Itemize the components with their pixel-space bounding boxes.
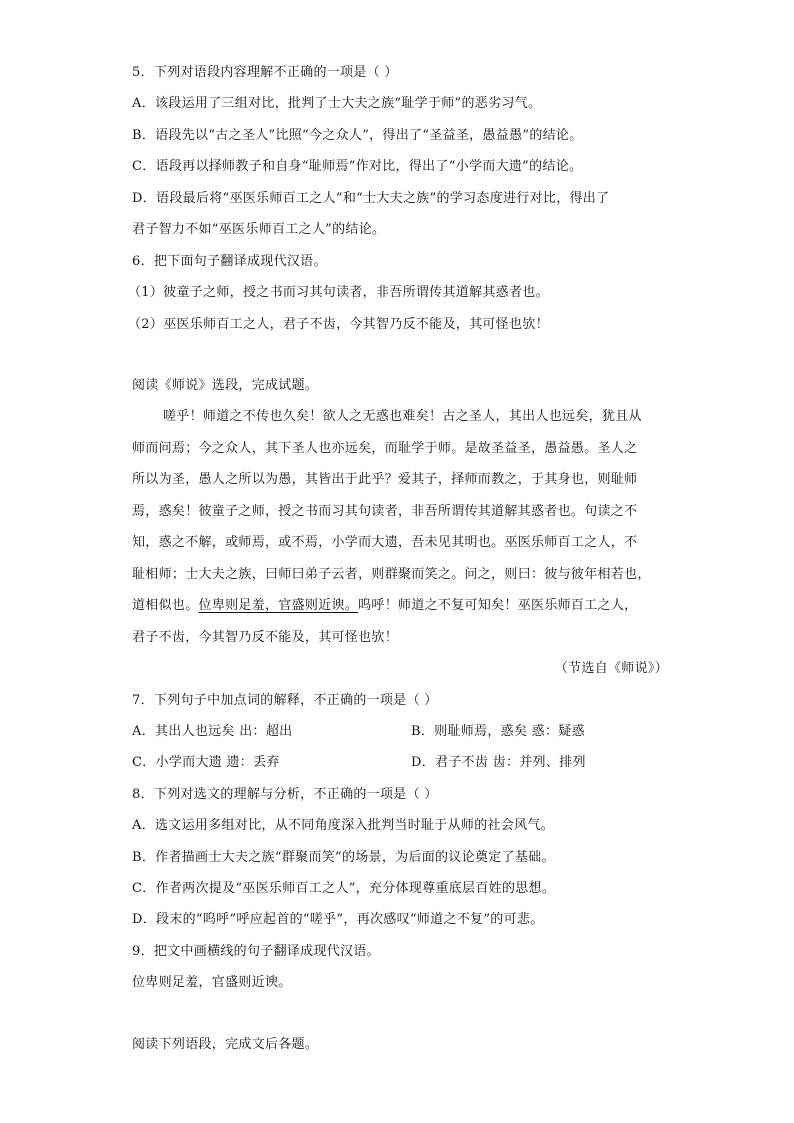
question-5-option-b: B．语段先以“古之圣人”比照“今之众人”，得出了“圣益圣，愚益愚”的结论。: [132, 128, 583, 143]
question-7-option-b: B．则耻师焉，惑矣 惑：疑惑: [411, 724, 585, 739]
question-5-option-d: D．语段最后将“巫医乐师百工之人”和“士大夫之族”的学习态度进行对比，得出了: [132, 191, 610, 206]
question-5-option-c: C．语段再以择师教子和自身“耻师焉”作对比，得出了“小学而大遗”的结论。: [132, 159, 583, 174]
passage-line-6: 耻相师；士大夫之族，曰师曰弟子云者，则群聚而笑之。问之，则曰：彼与彼年相若也，: [132, 567, 651, 582]
passage-line-7-start: 道相似也。: [132, 598, 199, 613]
passage-line-4: 焉，惑矣！彼童子之师，授之书而习其句读者，非吾所谓传其道解其惑者也。句读之不: [132, 504, 638, 519]
passage-line-7: [132, 597, 637, 615]
passage-source: （节选自《师说》）: [554, 661, 668, 676]
passage-line-8: 君子不齿，今其智乃反不能及，其可怪也欤！: [132, 630, 399, 645]
question-8-option-b: B．作者描画士大夫之族“群聚而笑”的场景，为后面的议论奠定了基础。: [132, 850, 555, 865]
question-5-option-a: A．该段运用了三组对比，批判了士大夫之族“耻学于师”的恶劣习气。: [132, 96, 542, 111]
passage-line-7-end: 呜呼！师道之不复可知矣！巫医乐师百工之人，: [358, 598, 638, 613]
question-7-option-c: C．小学而大遗 遗：丢弃: [132, 755, 280, 770]
passage-instruction: 阅读《师说》选段，完成试题。: [132, 378, 319, 393]
question-8-option-a: A．选文运用多组对比，从不同角度深入批判当时耻于从师的社会风气。: [132, 818, 554, 833]
passage-line-3: 所以为圣，愚人之所以为愚，其皆出于此乎？爱其子，择师而教之，于其身也，则耻师: [132, 472, 638, 487]
question-8-stem: 8．下列对选文的理解与分析，不正确的一项是（ ）: [132, 787, 438, 802]
underlined-sentence: 位卑则足羞，官盛则近谀。: [198, 598, 359, 613]
passage-line-5: 知，惑之不解，或师焉，或不焉，小学而大遗，吾未见其明也。巫医乐师百工之人，不: [132, 535, 638, 550]
question-7-option-a: A．其出人也远矣 出：超出: [132, 724, 293, 739]
question-6-stem: 6．把下面句子翻译成现代汉语。: [132, 254, 327, 269]
question-7-stem: 7．下列句子中加点词的解释，不正确的一项是（ ）: [132, 693, 438, 708]
question-5-option-d-continued: 君子智力不如“巫医乐师百工之人”的结论。: [132, 222, 386, 237]
question-8-option-d: D．段末的“呜呼”呼应起首的“嗟乎”，再次感叹“师道之不复”的可悲。: [132, 912, 544, 927]
question-9-stem: 9．把文中画横线的句子翻译成现代汉语。: [132, 944, 380, 959]
question-5-stem: 5．下列对语段内容理解不正确的一项是（ ）: [132, 65, 398, 80]
passage-line-1: 嗟乎！师道之不传也久矣！欲人之无惑也难矣！古之圣人，其出人也远矣，犹且从: [163, 409, 642, 424]
question-8-option-c: C．作者两次提及“巫医乐师百工之人”，充分体现尊重底层百姓的思想。: [132, 881, 556, 896]
passage-line-2: 师而问焉；今之众人，其下圣人也亦远矣，而耻学于师。是故圣益圣，愚益愚。圣人之: [132, 441, 638, 456]
question-6-sentence-2: （2）巫医乐师百工之人，君子不齿，今其智乃反不能及，其可怪也欤！: [128, 317, 549, 332]
question-9-sentence: 位卑则足羞，官盛则近谀。: [132, 975, 292, 990]
question-7-option-d: D．君子不齿 齿：并列、排列: [411, 755, 586, 770]
next-passage-instruction: 阅读下列语段，完成文后各题。: [132, 1037, 319, 1052]
question-6-sentence-1: （1）彼童子之师，授之书而习其句读者，非吾所谓传其道解其惑者也。: [128, 285, 549, 300]
